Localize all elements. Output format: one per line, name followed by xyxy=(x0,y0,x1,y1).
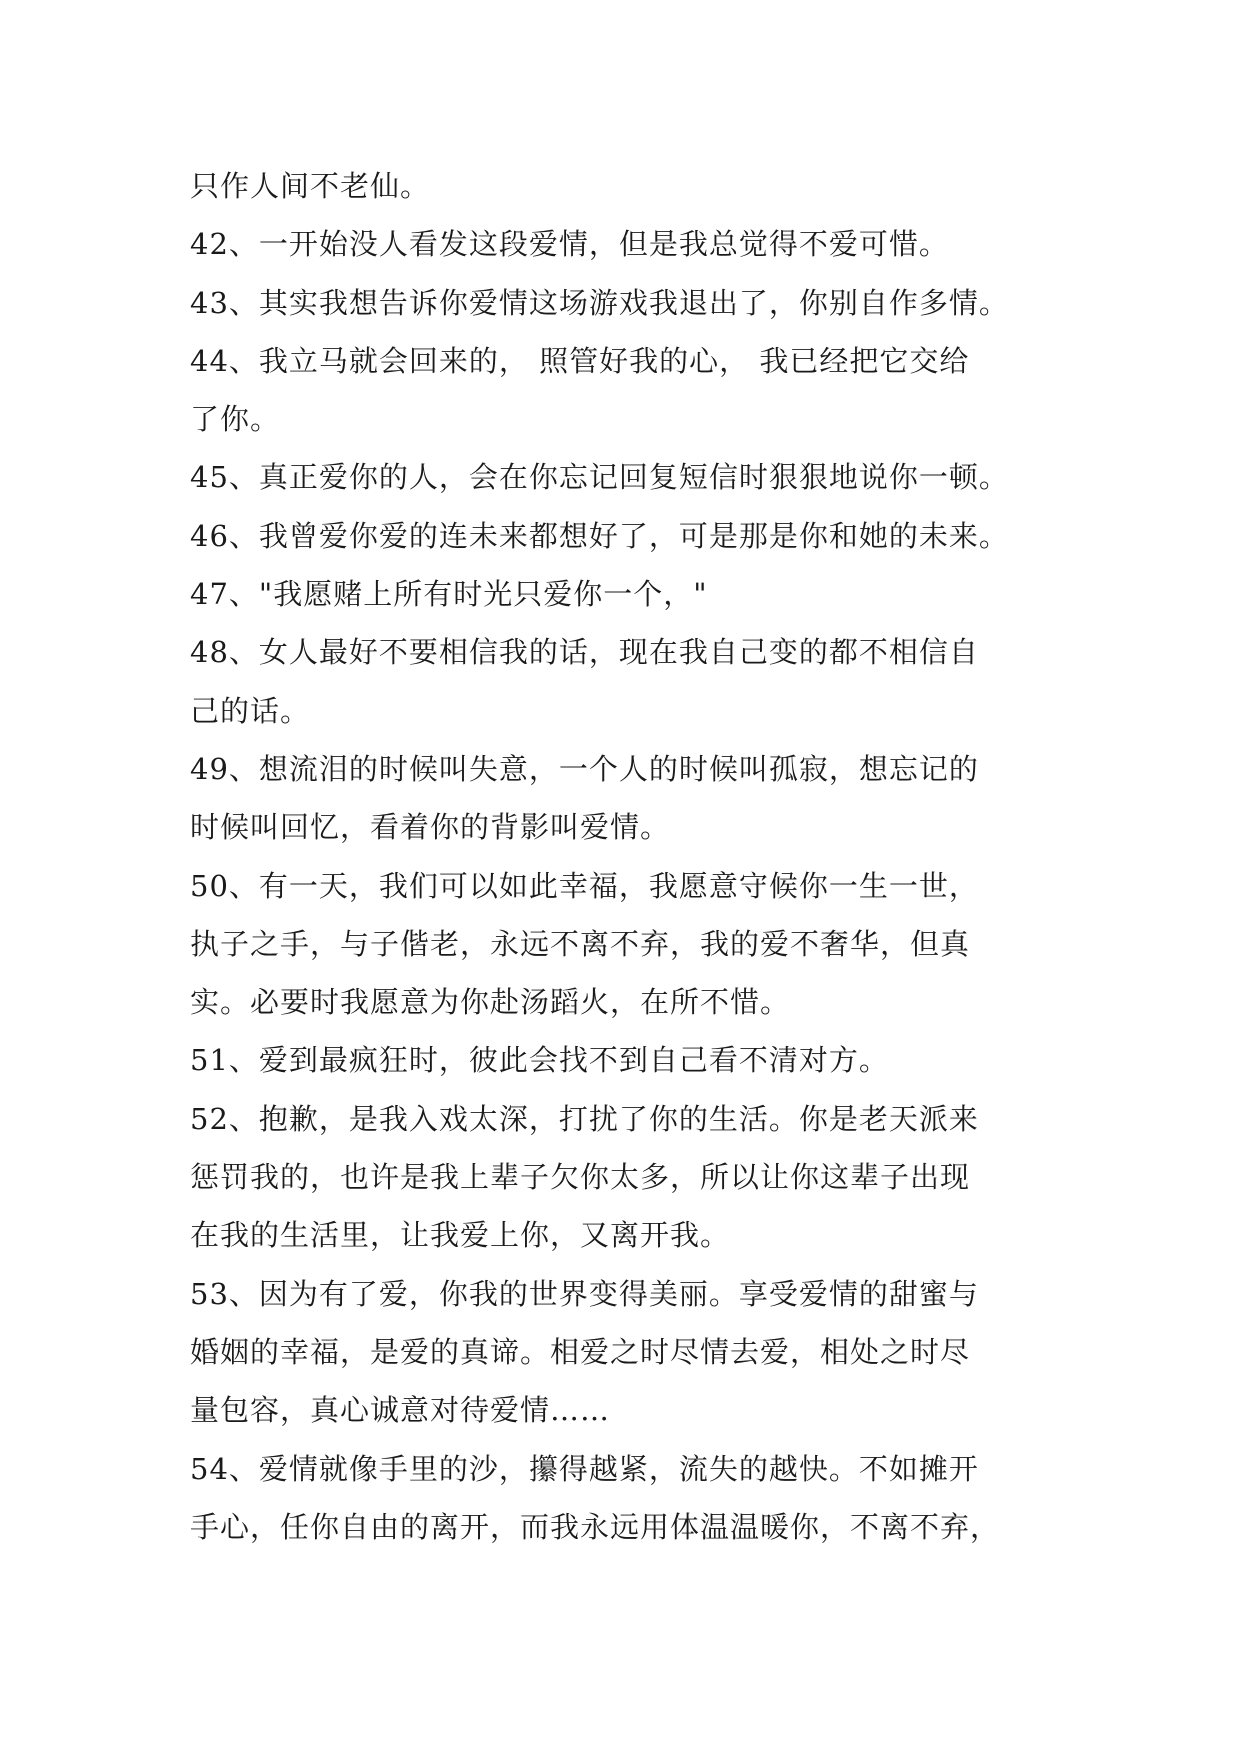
document-body xyxy=(190,157,1070,1556)
text-line: 己的话。 xyxy=(190,693,311,728)
text-line: 只作人间不老仙。 xyxy=(190,169,431,203)
text-line: 时候叫回忆，看着你的背影叫爱情。 xyxy=(190,810,671,845)
text-line: 执子之手，与子偕老，永远不离不弃，我的爱不奢华，但真 xyxy=(190,926,971,961)
text-line: 51、爱到最疯狂时，彼此会找不到自己看不清对方。 xyxy=(190,1043,889,1078)
text-line: 42、一开始没人看发这段爱情，但是我总觉得不爱可惜。 xyxy=(190,227,949,262)
text-line: 惩罚我的，也许是我上辈子欠你太多，所以让你这辈子出现 xyxy=(190,1160,971,1195)
text-line: 量包容，真心诚意对待爱情…… xyxy=(190,1393,611,1428)
text-line: 43、其实我想告诉你爱情这场游戏我退出了，你别自作多情。 xyxy=(190,285,1009,320)
text-line: 在我的生活里，让我爱上你，又离开我。 xyxy=(190,1218,731,1253)
text-line: 手心，任你自由的离开，而我永远用体温温暖你，不离不弃， xyxy=(190,1509,1001,1544)
text-line: 实。必要时我愿意为你赴汤蹈火，在所不惜。 xyxy=(190,985,791,1020)
text-line: 44、我立马就会回来的， 照管好我的心， 我已经把它交给 xyxy=(190,343,970,378)
text-line: 了你。 xyxy=(190,402,281,437)
text-line: 53、因为有了爱，你我的世界变得美丽。享受爱情的甜蜜与 xyxy=(190,1276,979,1311)
text-line: 47、"我愿赌上所有时光只爱你一个，" xyxy=(190,577,708,612)
text-line: 45、真正爱你的人，会在你忘记回复短信时狠狠地说你一顿。 xyxy=(190,460,1009,495)
text-line: 婚姻的幸福，是爱的真谛。相爱之时尽情去爱，相处之时尽 xyxy=(190,1334,971,1369)
text-line: 52、抱歉，是我入戏太深，打扰了你的生活。你是老天派来 xyxy=(190,1101,979,1136)
text-line: 54、爱情就像手里的沙，攥得越紧，流失的越快。不如摊开 xyxy=(190,1451,979,1486)
text-line: 46、我曾爱你爱的连未来都想好了，可是那是你和她的未来。 xyxy=(190,518,1009,553)
text-line: 50、有一天，我们可以如此幸福，我愿意守候你一生一世， xyxy=(190,868,979,903)
text-line: 49、想流泪的时候叫失意，一个人的时候叫孤寂，想忘记的 xyxy=(190,751,979,786)
text-line: 48、女人最好不要相信我的话，现在我自己变的都不相信自 xyxy=(190,635,979,670)
